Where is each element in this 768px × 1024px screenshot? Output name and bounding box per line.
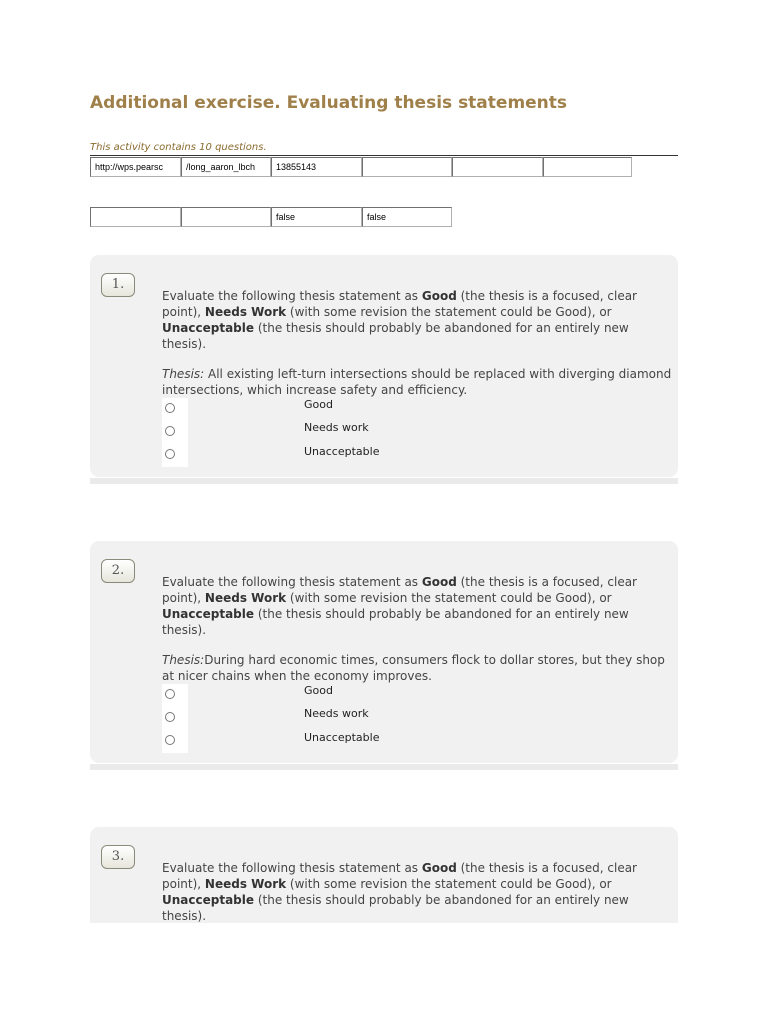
- question-card-1: [90, 255, 678, 477]
- unacceptable-term: Unacceptable: [162, 893, 255, 907]
- radio-unacceptable[interactable]: [165, 735, 175, 745]
- instruction-text: Evaluate the following thesis statement as: [162, 575, 422, 589]
- instruction-text: (the thesis is a focused, clear point),: [162, 289, 637, 319]
- instruction-text: (with some revision the statement could be Good), or: [286, 591, 612, 605]
- activity-note: This activity contains 10 questions.: [90, 142, 267, 153]
- question-instructions: [162, 288, 672, 352]
- text-field-6[interactable]: [543, 157, 632, 177]
- unacceptable-term: Unacceptable: [162, 321, 255, 335]
- instruction-text: (the thesis is a focused, clear point),: [162, 575, 637, 605]
- radio-good[interactable]: [165, 689, 175, 699]
- thesis-statement: [162, 366, 672, 398]
- page-title: Additional exercise. Evaluating thesis statements: [90, 93, 568, 113]
- card-separator: [90, 764, 678, 770]
- option-label-unacceptable: Unacceptable: [304, 731, 380, 744]
- question-instructions: [162, 574, 672, 638]
- thesis-text: All existing left-turn intersections should be replaced with diverging diamond intersections, which increase safety and efficiency.: [162, 367, 672, 397]
- option-label-needs-work: Needs work: [304, 707, 369, 720]
- instruction-text: (the thesis should probably be abandoned for an entirely new thesis).: [162, 321, 629, 351]
- question-instructions: [162, 860, 672, 924]
- divider: [90, 155, 678, 156]
- text-field-8[interactable]: [181, 207, 271, 227]
- instruction-text: (with some revision the statement could be Good), or: [286, 305, 612, 319]
- thesis-label: Thesis:: [162, 367, 205, 381]
- path-field[interactable]: /long_aaron_lbch: [181, 157, 271, 177]
- text-field-4[interactable]: [362, 157, 452, 177]
- good-term: Good: [421, 289, 457, 303]
- thesis-label: Thesis:: [162, 653, 205, 667]
- needs-work-term: Needs Work: [204, 305, 287, 319]
- good-term: Good: [421, 575, 457, 589]
- thesis-text: During hard economic times, consumers flock to dollar stores, but they shop at nicer chains when the economy improves.: [162, 653, 665, 683]
- radio-needs-work[interactable]: [165, 426, 175, 436]
- text-field-7[interactable]: [90, 207, 181, 227]
- question-card-2: [90, 541, 678, 763]
- instruction-text: (the thesis is a focused, clear point),: [162, 861, 637, 891]
- text-field-5[interactable]: [452, 157, 543, 177]
- option-label-unacceptable: Unacceptable: [304, 445, 380, 458]
- question-number-badge: 1.: [101, 273, 135, 297]
- flag-field-1[interactable]: false: [271, 207, 362, 227]
- unacceptable-term: Unacceptable: [162, 607, 255, 621]
- question-card-3: [90, 827, 678, 923]
- option-label-good: Good: [304, 684, 333, 697]
- needs-work-term: Needs Work: [204, 877, 287, 891]
- instruction-text: (the thesis should probably be abandoned for an entirely new thesis).: [162, 893, 629, 923]
- question-number-badge: 2.: [101, 559, 135, 583]
- radio-good[interactable]: [165, 403, 175, 413]
- instruction-text: (with some revision the statement could be Good), or: [286, 877, 612, 891]
- instruction-text: Evaluate the following thesis statement as: [162, 289, 422, 303]
- good-term: Good: [421, 861, 457, 875]
- needs-work-term: Needs Work: [204, 591, 287, 605]
- radio-unacceptable[interactable]: [165, 449, 175, 459]
- url-field[interactable]: http://wps.pearsc: [90, 157, 181, 177]
- id-field[interactable]: 13855143: [271, 157, 362, 177]
- thesis-statement: [162, 652, 672, 684]
- option-label-good: Good: [304, 398, 333, 411]
- instruction-text: (the thesis should probably be abandoned for an entirely new thesis).: [162, 607, 629, 637]
- instruction-text: Evaluate the following thesis statement as: [162, 861, 422, 875]
- card-separator: [90, 478, 678, 484]
- radio-needs-work[interactable]: [165, 712, 175, 722]
- option-label-needs-work: Needs work: [304, 421, 369, 434]
- flag-field-2[interactable]: false: [362, 207, 452, 227]
- question-number-badge: 3.: [101, 845, 135, 869]
